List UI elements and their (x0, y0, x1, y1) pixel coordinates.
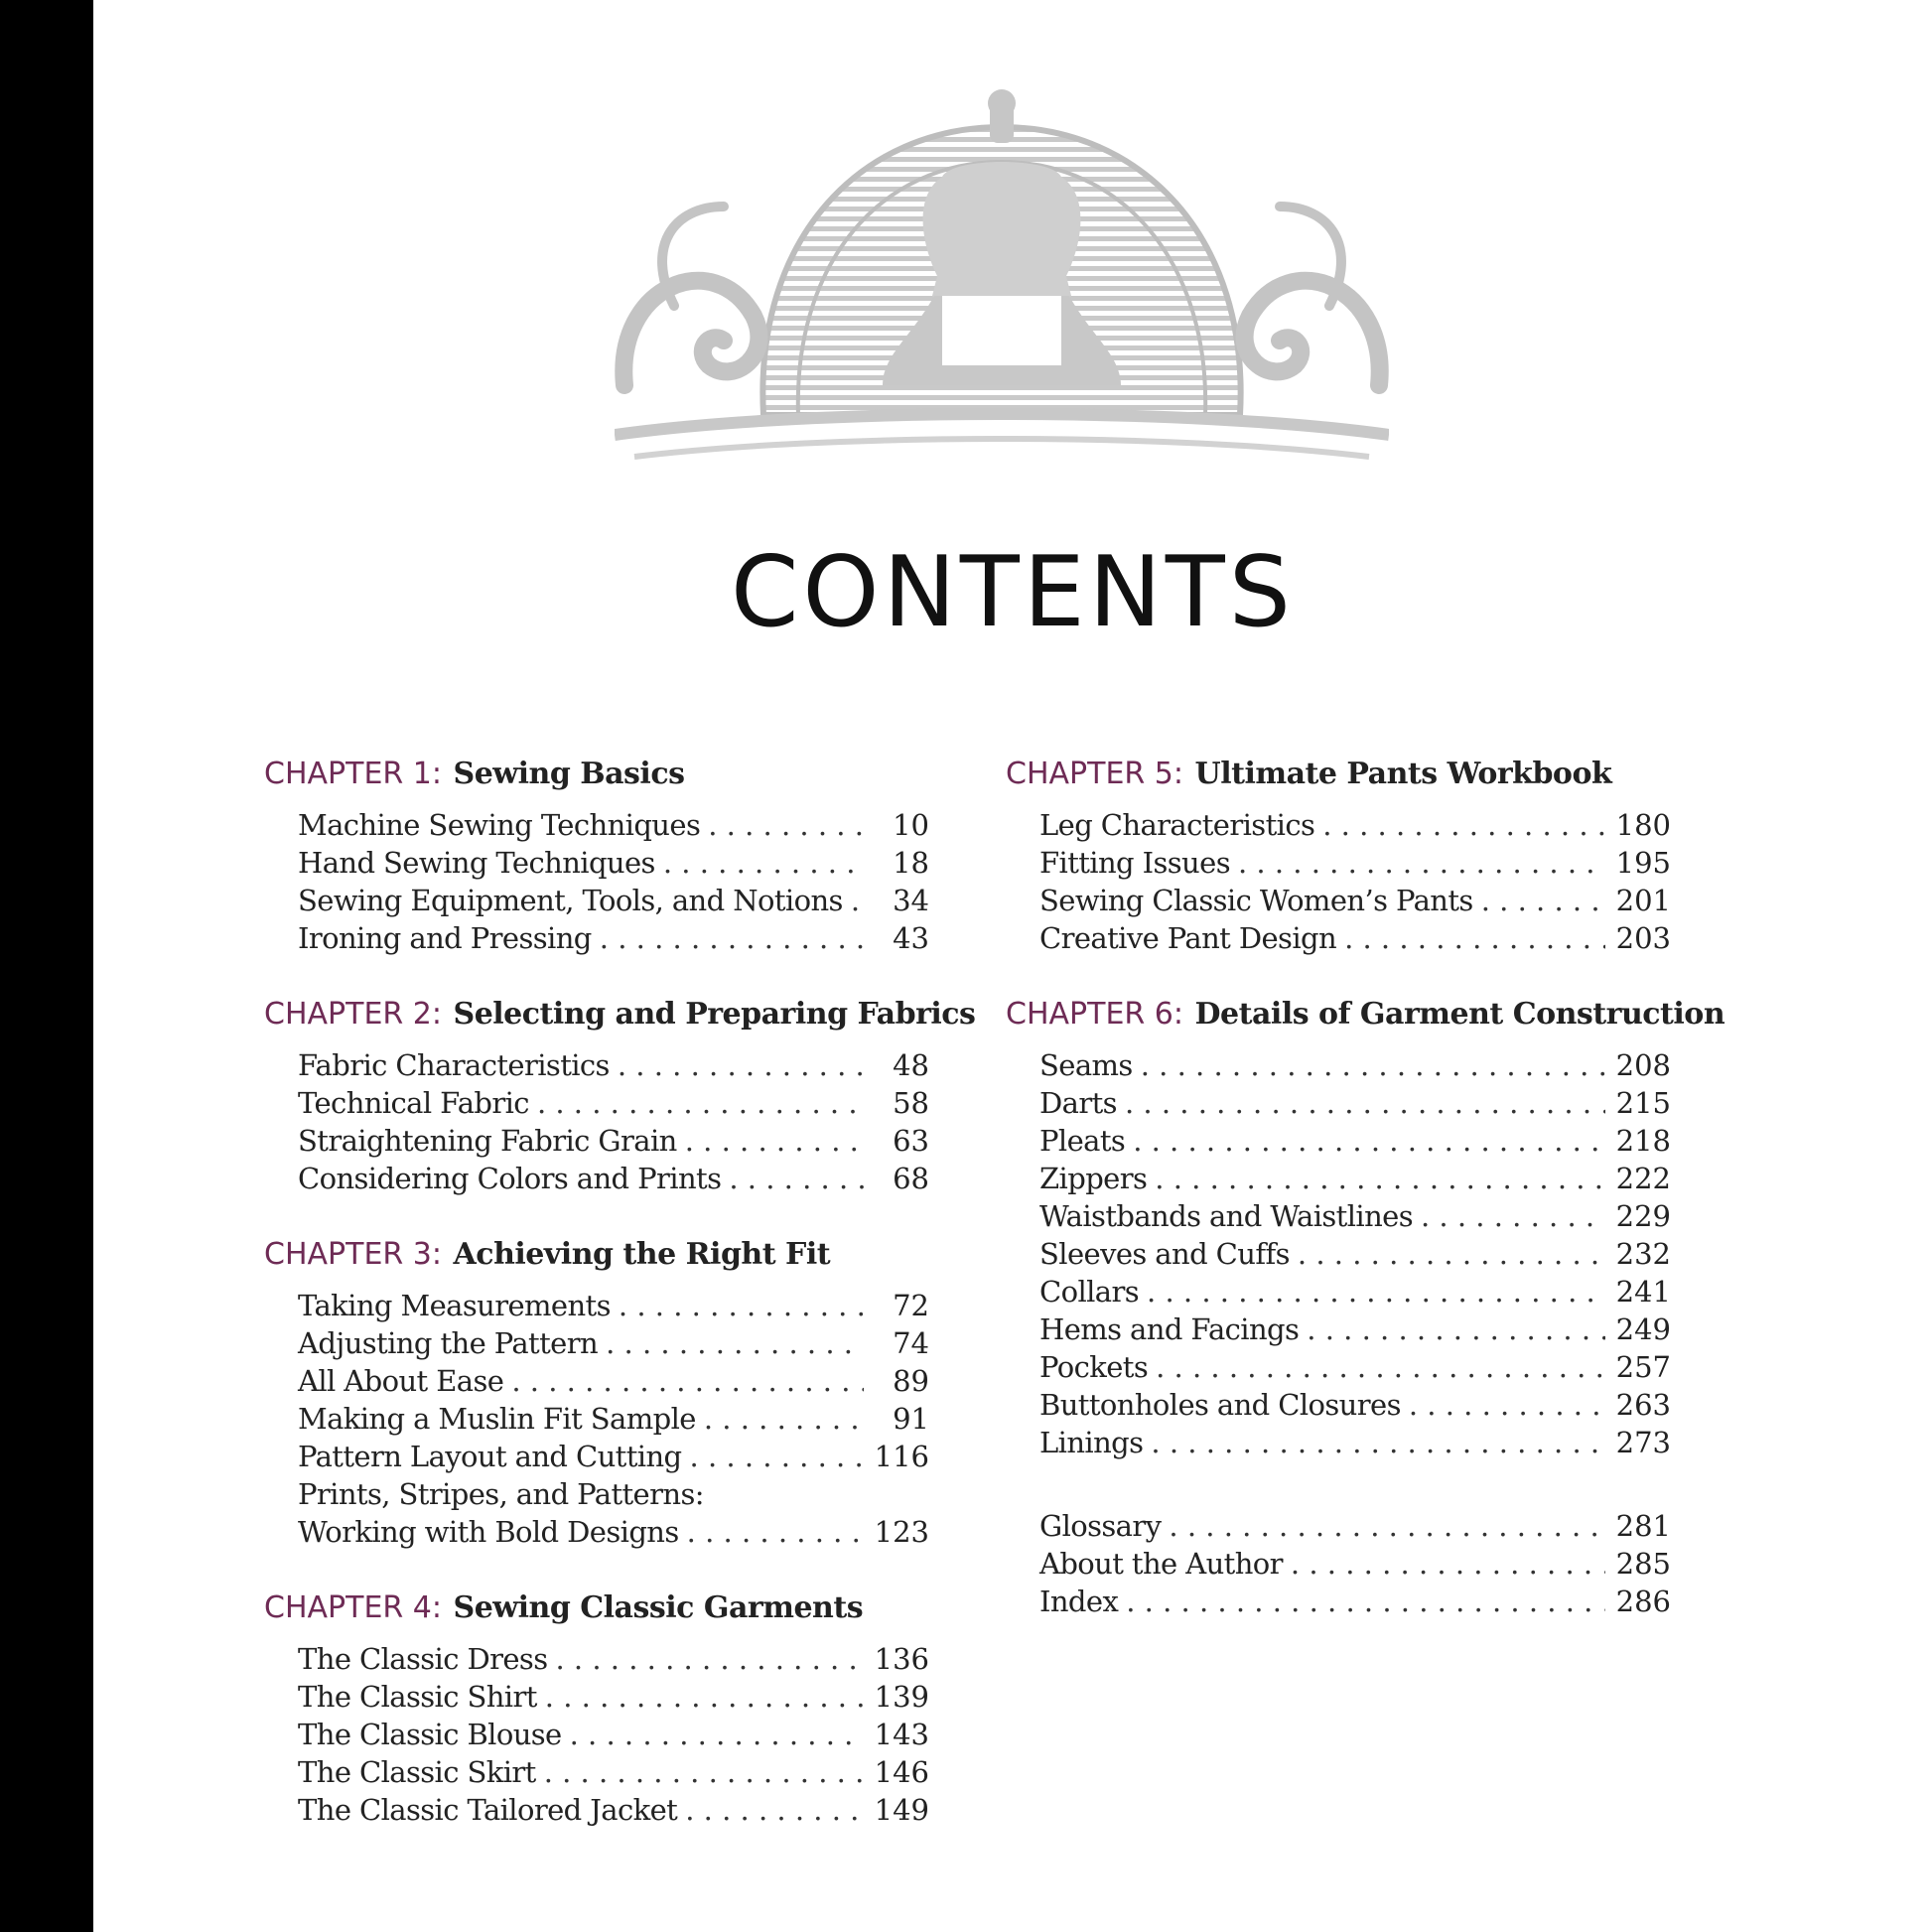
toc-entry[interactable] (298, 1716, 929, 1753)
entry-title: Seams (1039, 1048, 1133, 1082)
entry-page: 241 (1615, 1275, 1671, 1309)
entry-title: Adjusting the Pattern (298, 1326, 599, 1360)
dot-leader (685, 1791, 864, 1829)
chapter-label: CHAPTER 6: (1004, 995, 1185, 1035)
entry-title: Taking Measurements (298, 1289, 611, 1322)
dot-leader (618, 1046, 864, 1084)
entry-title: Leg Characteristics (1039, 808, 1315, 842)
entry-page: 89 (893, 1364, 929, 1398)
chapter-heading[interactable] (262, 1588, 929, 1628)
entry-title: About the Author (1039, 1547, 1283, 1581)
entry-title: Ironing and Pressing (298, 921, 592, 955)
chapter-3 (262, 1235, 929, 1551)
dot-leader (1151, 1424, 1605, 1461)
toc-entry[interactable] (1039, 1386, 1671, 1424)
dot-leader (619, 1287, 864, 1324)
toc-entry[interactable] (1039, 1046, 1671, 1084)
entry-page: 116 (874, 1440, 929, 1473)
entry-title: Pockets (1039, 1350, 1149, 1384)
contents-column-left (262, 755, 976, 1866)
entry-page: 201 (1615, 884, 1671, 917)
chapter-label: CHAPTER 5: (1004, 755, 1185, 794)
toc-entry-multiline[interactable] (298, 1475, 929, 1551)
backmatter (1004, 1507, 1671, 1620)
entry-title: Pleats (1039, 1124, 1126, 1158)
chapter-label: CHAPTER 3: (262, 1235, 444, 1275)
entry-title: Creative Pant Design (1039, 921, 1337, 955)
chapter-heading[interactable] (262, 755, 929, 794)
entry-title: Pattern Layout and Cutting (298, 1440, 682, 1473)
entry-title: Technical Fabric (298, 1086, 529, 1120)
dot-leader (1125, 1084, 1605, 1122)
entry-page: 123 (874, 1515, 929, 1549)
entry-page: 139 (874, 1680, 929, 1714)
toc-entry[interactable] (298, 806, 929, 844)
toc-entry[interactable] (298, 1640, 929, 1678)
chapter-title: Details of Garment Construction (1194, 997, 1725, 1032)
entry-title: Waistbands and Waistlines (1039, 1199, 1413, 1233)
dot-leader (690, 1438, 864, 1475)
chapter-title: Sewing Classic Garments (453, 1590, 864, 1625)
toc-entry[interactable] (298, 1287, 929, 1324)
dot-leader (1147, 1273, 1605, 1311)
toc-entry[interactable] (1039, 1235, 1671, 1273)
entry-page: 203 (1615, 921, 1671, 955)
entry-title: All About Ease (298, 1364, 504, 1398)
toc-entry[interactable] (1039, 1273, 1671, 1311)
dot-leader (511, 1362, 864, 1400)
dot-leader (1169, 1507, 1605, 1545)
dot-leader (600, 919, 864, 957)
toc-entry-glossary[interactable] (1039, 1507, 1671, 1545)
dot-leader (1126, 1583, 1605, 1620)
toc-entry[interactable] (1039, 844, 1671, 882)
chapter-title: Selecting and Preparing Fabrics (453, 997, 976, 1032)
toc-entry[interactable] (1039, 1197, 1671, 1235)
chapter-label: CHAPTER 2: (262, 995, 444, 1035)
dot-leader (537, 1084, 864, 1122)
entry-page: 58 (893, 1086, 929, 1120)
chapter-6 (1004, 995, 1725, 1461)
dot-leader (1421, 1197, 1605, 1235)
entry-title: Darts (1039, 1086, 1117, 1120)
entry-page: 149 (874, 1793, 929, 1827)
entry-page: 63 (893, 1124, 929, 1158)
chapter-title: Sewing Basics (453, 757, 685, 791)
entry-page: 146 (874, 1755, 929, 1789)
toc-entry-index[interactable] (1039, 1583, 1671, 1620)
entry-page: 208 (1615, 1048, 1671, 1082)
toc-entry[interactable] (298, 919, 929, 957)
entry-title: Sleeves and Cuffs (1039, 1237, 1290, 1271)
chapter-heading[interactable] (1004, 755, 1671, 794)
entry-title: Fitting Issues (1039, 846, 1230, 880)
entry-title: Index (1039, 1585, 1119, 1618)
entry-title: Considering Colors and Prints (298, 1162, 722, 1195)
chapter-title: Ultimate Pants Workbook (1194, 757, 1612, 791)
toc-entry[interactable] (1039, 919, 1671, 957)
dot-leader (1344, 919, 1605, 957)
entry-page: 195 (1615, 846, 1671, 880)
entry-page: 74 (893, 1326, 929, 1360)
entry-title: The Classic Blouse (298, 1718, 562, 1751)
entry-title: Buttonholes and Closures (1039, 1388, 1401, 1422)
toc-entry[interactable] (1039, 1084, 1671, 1122)
toc-entry[interactable] (298, 1324, 929, 1362)
entry-title: Straightening Fabric Grain (298, 1124, 677, 1158)
entry-title: The Classic Shirt (298, 1680, 537, 1714)
entry-title: Making a Muslin Fit Sample (298, 1402, 696, 1436)
contents-page (93, 0, 1932, 1932)
entry-title: Sewing Equipment, Tools, and Notions (298, 884, 843, 917)
dot-leader (570, 1716, 864, 1753)
dot-leader (1291, 1545, 1605, 1583)
toc-entry[interactable] (1039, 1311, 1671, 1348)
toc-entry[interactable] (298, 1678, 929, 1716)
entry-title-line2: Working with Bold Designs (298, 1515, 679, 1549)
entry-page: 43 (893, 921, 929, 955)
entry-title: Linings (1039, 1426, 1144, 1459)
chapter-2 (262, 995, 976, 1197)
dot-leader (545, 1678, 864, 1716)
entry-title-line1: Prints, Stripes, and Patterns: (298, 1477, 704, 1511)
page-title: CONTENTS (730, 536, 1296, 649)
entry-page: 180 (1615, 808, 1671, 842)
dot-leader (1238, 844, 1605, 882)
dot-leader (729, 1160, 864, 1197)
toc-entry[interactable] (298, 1791, 929, 1829)
chapter-heading[interactable] (1004, 995, 1725, 1035)
toc-entry[interactable] (1039, 806, 1671, 844)
toc-entry[interactable] (1039, 1348, 1671, 1386)
toc-entry[interactable] (298, 1122, 929, 1160)
entry-title: Hand Sewing Techniques (298, 846, 655, 880)
dot-leader (606, 1324, 864, 1362)
entry-page: 273 (1615, 1426, 1671, 1459)
toc-entry[interactable] (1039, 1122, 1671, 1160)
entry-title: The Classic Skirt (298, 1755, 536, 1789)
entry-page: 286 (1615, 1585, 1671, 1618)
entry-title: Collars (1039, 1275, 1140, 1309)
chapter-1 (262, 755, 929, 957)
dress-form-ornament-icon (615, 87, 1389, 475)
entry-page: 281 (1615, 1509, 1671, 1543)
entry-page: 229 (1615, 1199, 1671, 1233)
chapter-4 (262, 1588, 929, 1829)
toc-entry[interactable] (1039, 1424, 1671, 1461)
entry-title: The Classic Tailored Jacket (298, 1793, 678, 1827)
dot-leader (704, 1400, 864, 1438)
dot-leader (663, 844, 864, 882)
dot-leader (708, 806, 864, 844)
entry-page: 72 (893, 1289, 929, 1322)
entry-page: 222 (1615, 1162, 1671, 1195)
entry-title: Fabric Characteristics (298, 1048, 610, 1082)
chapter-heading[interactable] (262, 1235, 929, 1275)
chapter-label: CHAPTER 1: (262, 755, 444, 794)
entry-page: 34 (893, 884, 929, 917)
chapter-heading[interactable] (262, 995, 976, 1035)
entry-page: 136 (874, 1642, 929, 1676)
dot-leader (1156, 1348, 1605, 1386)
chapter-5 (1004, 755, 1671, 957)
entry-page: 232 (1615, 1237, 1671, 1271)
dot-leader (1481, 882, 1605, 919)
entry-page: 143 (874, 1718, 929, 1751)
dot-leader (1155, 1160, 1605, 1197)
toc-entry[interactable] (298, 1084, 929, 1122)
toc-entry[interactable] (1039, 1160, 1671, 1197)
toc-entry[interactable] (298, 1160, 929, 1197)
toc-entry[interactable] (298, 1438, 929, 1475)
entry-page: 215 (1615, 1086, 1671, 1120)
entry-page: 263 (1615, 1388, 1671, 1422)
toc-entry[interactable] (298, 1400, 929, 1438)
dot-leader (1133, 1122, 1605, 1160)
dot-leader (1307, 1311, 1605, 1348)
toc-entry[interactable] (298, 882, 929, 919)
dot-leader (851, 882, 864, 919)
entry-page: 48 (893, 1048, 929, 1082)
entry-title: Glossary (1039, 1509, 1162, 1543)
entry-page: 218 (1615, 1124, 1671, 1158)
entry-page: 10 (893, 808, 929, 842)
dot-leader (1141, 1046, 1605, 1084)
dot-leader (1298, 1235, 1605, 1273)
entry-page: 257 (1615, 1350, 1671, 1384)
chapter-label: CHAPTER 4: (262, 1588, 444, 1628)
entry-page: 18 (893, 846, 929, 880)
toc-entry[interactable] (1039, 882, 1671, 919)
dot-leader (1409, 1386, 1605, 1424)
dot-leader (556, 1640, 865, 1678)
toc-entry[interactable] (298, 1753, 929, 1791)
dot-leader (1322, 806, 1605, 844)
entry-title: The Classic Dress (298, 1642, 548, 1676)
entry-title: Hems and Facings (1039, 1312, 1300, 1346)
entry-page: 68 (893, 1162, 929, 1195)
left-black-border (0, 0, 93, 1932)
entry-title: Zippers (1039, 1162, 1148, 1195)
toc-entry-about-author[interactable] (1039, 1545, 1671, 1583)
toc-entry[interactable] (298, 1046, 929, 1084)
toc-entry[interactable] (298, 1362, 929, 1400)
dot-leader (685, 1122, 864, 1160)
dot-leader (687, 1513, 864, 1551)
dot-leader (544, 1753, 864, 1791)
entry-page: 285 (1615, 1547, 1671, 1581)
toc-entry[interactable] (298, 844, 929, 882)
entry-page: 249 (1615, 1312, 1671, 1346)
chapter-title: Achieving the Right Fit (453, 1237, 831, 1272)
entry-title: Machine Sewing Techniques (298, 808, 701, 842)
entry-title: Sewing Classic Women’s Pants (1039, 884, 1473, 917)
entry-page: 91 (893, 1402, 929, 1436)
contents-column-right (1004, 755, 1725, 1620)
